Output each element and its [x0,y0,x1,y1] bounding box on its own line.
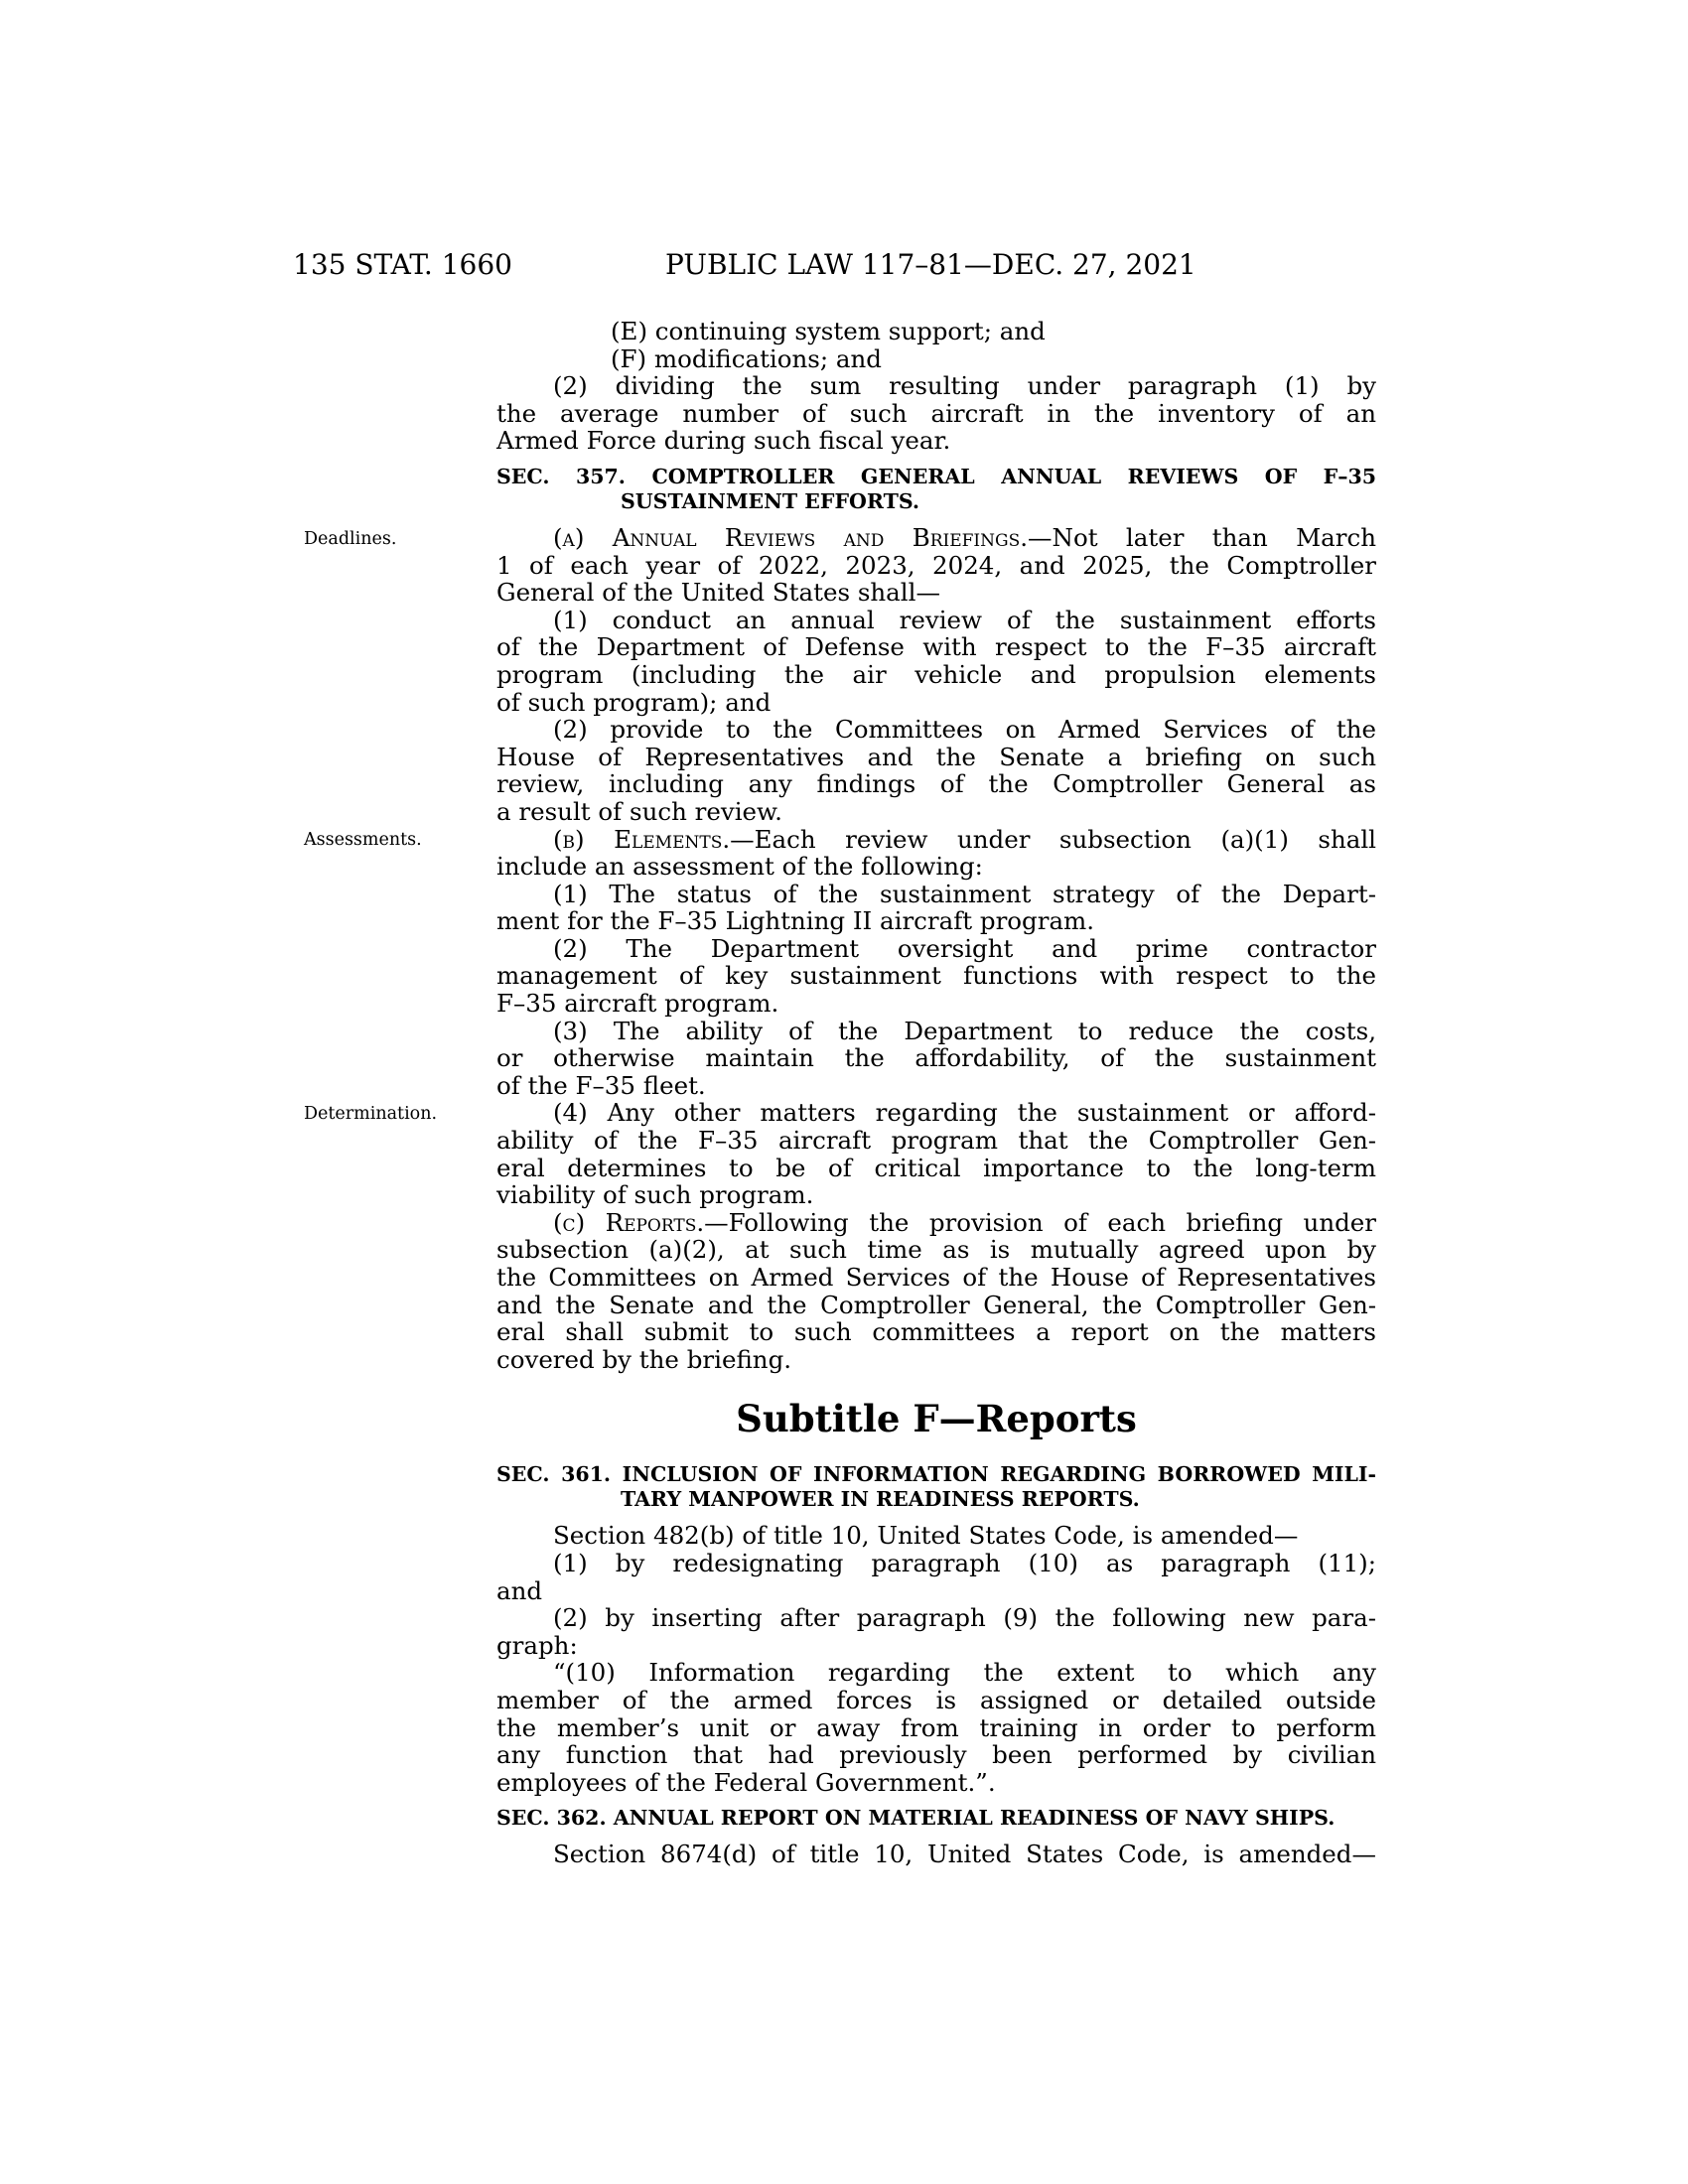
subsection-b2-line: F–35 aircraft program. [496,989,779,1019]
subsection-b2-line: (2) The Department oversight and prime contractor [553,933,1376,963]
section-361-p1-line: (1) by redesignating paragraph (10) as paragraph (11); [553,1548,1376,1577]
quoted-paragraph-line: member of the armed forces is assigned or detailed outside [496,1685,1376,1714]
subsection-b4-line: ability of the F–35 aircraft program that the Comptroller Gen- [496,1126,1376,1156]
paragraph-2-line: (2) dividing the sum resulting under paragraph (1) by [553,371,1376,401]
subsection-b3-line: (3) The ability of the Department to reduce the costs, [553,1016,1376,1045]
statute-page-number: 135 STAT. 1660 [293,248,512,281]
margin-note-deadlines: Deadlines. [304,529,397,549]
paragraph-2-line: Armed Force during such fiscal year. [496,426,951,456]
subsection-b-line: include an assessment of the following: [496,852,983,882]
subsection-c-line: eral shall submit to such committees a report on the matters [496,1317,1376,1347]
subsection-a2-line: a result of such review. [496,796,782,826]
subsection-a2-line: (2) provide to the Committees on Armed Services of the [553,715,1376,745]
subsection-b2-line: management of key sustainment functions with respect to the [496,961,1376,991]
section-361-p2-line: graph: [496,1630,578,1660]
public-law-title: PUBLIC LAW 117–81—DEC. 27, 2021 [665,248,1196,281]
section-357-heading: SUSTAINMENT EFFORTS. [621,488,920,513]
subsection-c-line: covered by the briefing. [496,1344,792,1374]
subsection-a1-line: of the Department of Defense with respect to the F–35 aircraft [496,632,1376,662]
section-361-heading: TARY MANPOWER IN READINESS REPORTS. [621,1487,1140,1512]
subsection-a1-line: program (including the air vehicle and propulsion elements [496,659,1376,689]
subsection-b4-line: (4) Any other matters regarding the sustainment or afford- [553,1098,1376,1128]
section-361-p2-line: (2) by inserting after paragraph (9) the following new para- [553,1603,1376,1633]
clause-e: (E) continuing system support; and [611,317,1046,345]
subsection-a-line: (a) Annual Reviews and Briefings.—Not later than March [553,522,1376,552]
subsection-b-caption: (b) Elements. [553,824,731,854]
subsection-b3-line: or otherwise maintain the affordability, of the sustainment [496,1043,1376,1073]
subsection-c-line: and the Senate and the Comptroller General, the Comptroller Gen- [496,1290,1376,1319]
quoted-paragraph-line: “(10) Information regarding the extent to which any [553,1658,1376,1688]
section-361-intro: Section 482(b) of title 10, United States Code, is amended— [553,1521,1299,1551]
subsection-a1-line: of such program); and [496,687,772,717]
subsection-a1-line: (1) conduct an annual review of the sustainment efforts [553,605,1376,634]
subsection-b4-line: eral determines to be of critical importance to the long-term [496,1153,1376,1182]
section-361-p1-line: and [496,1575,543,1605]
subsection-b3-line: of the F–35 fleet. [496,1070,706,1100]
section-357-heading: SEC. 357. COMPTROLLER GENERAL ANNUAL REVIEWS OF F–35 [496,464,1376,488]
subsection-b1-line: (1) The status of the sustainment strategy of the Depart- [553,879,1376,908]
subsection-c-line: the Committees on Armed Services of the House of Representatives [496,1263,1376,1292]
body-column [496,318,1376,1868]
subsection-b4-line: viability of such program. [496,1180,814,1210]
subsection-b1-line: ment for the F–35 Lightning II aircraft program. [496,906,1095,936]
quoted-paragraph-line: the member’s unit or away from training in order to perform [496,1712,1376,1742]
page-header [0,248,1688,288]
margin-note-assessments: Assessments. [304,830,422,850]
subsection-c-caption: (c) Reports. [553,1207,705,1237]
section-362-heading: SEC. 362. ANNUAL REPORT ON MATERIAL READINESS OF NAVY SHIPS. [496,1806,1336,1831]
paragraph-2-line: the average number of such aircraft in the inventory of an [496,398,1376,428]
quoted-paragraph-line: any function that had previously been performed by civilian [496,1740,1376,1770]
margin-note-determination: Determination. [304,1104,438,1124]
subsection-b-line: (b) Elements.—Each review under subsection (a)(1) shall [553,824,1376,854]
clause-f: (F) modifications; and [611,343,882,373]
section-361-heading: SEC. 361. INCLUSION OF INFORMATION REGARDING BORROWED MILI- [496,1462,1376,1487]
section-362-intro: Section 8674(d) of title 10, United States Code, is amended— [553,1840,1376,1869]
subtitle-heading: Subtitle F—Reports [736,1397,1137,1441]
quoted-paragraph-line: employees of the Federal Government.”. [496,1767,996,1797]
subsection-c-line: (c) Reports.—Following the provision of each briefing under [553,1207,1377,1237]
subsection-a2-line: review, including any findings of the Comptroller General as [496,769,1376,799]
subsection-a2-line: House of Representatives and the Senate a briefing on such [496,742,1376,771]
subsection-c-line: subsection (a)(2), at such time as is mutually agreed upon by [496,1235,1376,1265]
subsection-a-line: 1 of each year of 2022, 2023, 2024, and 2025, the Comptroller [496,550,1376,580]
subsection-a-caption: (a) Annual Reviews and Briefings. [553,522,1029,552]
subsection-a-line: General of the United States shall— [496,578,940,608]
